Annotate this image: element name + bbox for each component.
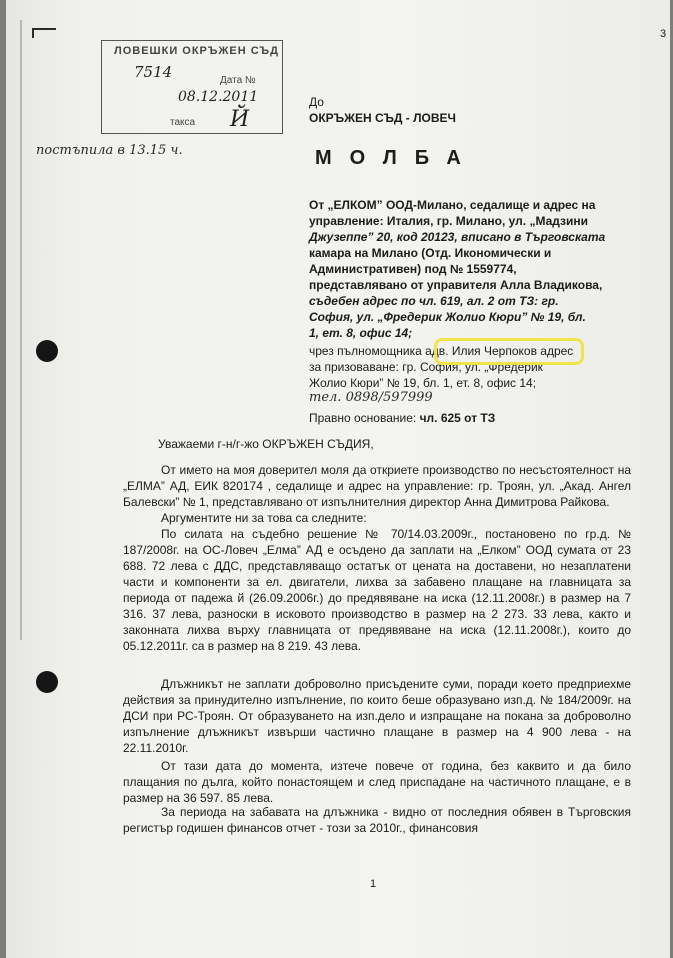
applicant-line: за призоваване: гр. София, ул. „Фредерик [309, 360, 543, 374]
punch-hole [36, 340, 58, 362]
legal-basis-value: чл. 625 от ТЗ [419, 411, 496, 425]
stamp-signature: Й [230, 107, 250, 132]
body-paragraph: По силата на съдебно решение № 70/14.03.2009г., постановено по гр.д. № 187/2008г. на ОС-Ловеч „Елма” АД е осъдено да заплати на „Елком” ООД сумата от 23 688. 72 лева с ДДС, представляващо остатък от цената на доставени, но незаплатени части и компоненти за ел. двигатели, лихва за забавено плащане на главницата за периода от падежа й (26.09.2006г.) до предявяване на иска (12.11.2008г.) в размер на 7 316. 37 лева, разноски в исковото производство в размер на 2 273. 33 лева, както и законната лихва върху главницата от предявяване на иска (12.11.2008г.), които до 05.12.2011г. са в размер на 8 219. 43 лева. [123, 527, 631, 653]
body-paragraph: Длъжникът не заплати доброволно присъдените суми, поради което предприехме действия за принудително изпълнение, по които беше образувано изп.д. № 184/2009г. на ДСИ при РС-Троян. От образуването на изп.дело и изпращане на покана за доброволно изпълнение длъжникът извърши частично плащане в размер на 4 900 лева - на 22.11.2010г. [123, 677, 631, 755]
applicant-line: представлявано от управителя Алла Владикова, [309, 278, 603, 292]
handwritten-receipt-note: постъпила в 13.15 ч. [36, 143, 183, 158]
stamp-reg-number: 7514 [134, 63, 173, 81]
page-number-top: 3 [660, 28, 667, 40]
legal-basis-label: Правно основание: [309, 411, 417, 425]
handwritten-phone: тел. 0898/597999 [309, 390, 433, 405]
applicant-line: Жолио Кюри” № 19, бл. 1, ет. 8, офис 14; [309, 376, 537, 390]
punch-hole [36, 671, 58, 693]
body-paragraph: За периода на забавата на длъжника - видно от последния обявен в Търговския регистър годишен финансов отчет - този за 2010г., финансовия [123, 805, 631, 835]
highlighted-attorney-name [434, 338, 584, 365]
body-paragraph: От името на моя доверител моля да откриете производство по несъстоятелност на „ЕЛМА” АД, ЕИК 820174 , седалище и адрес на управление: гр. Троян, ул. „Акад. Ангел Балевски” № 1, представлявано от изпълнителния директор Анна Димитрова Райкова. [123, 463, 631, 509]
page-number-bottom: 1 [370, 878, 377, 890]
applicant-line: Джузеппе” 20, код 20123, вписано в Търговската [309, 230, 606, 244]
applicant-line: От „ЕЛКОМ” ООД-Милано, седалище и адрес на [309, 198, 596, 212]
stamp-date-label: Дата № [220, 75, 256, 86]
addressee-to: До [309, 95, 324, 109]
document-page [6, 0, 670, 958]
legal-basis [309, 410, 495, 426]
applicant-line: чрез пълномощника адв. Илия Черпоков адрес [309, 344, 574, 358]
salutation: Уважаеми г-н/г-жо ОКРЪЖЕН СЪДИЯ, [158, 437, 374, 451]
applicant-line: Административен) под № 1559774, [309, 262, 517, 276]
applicant-line: 1, ет. 8, офис 14; [309, 326, 413, 340]
stamp-fee-label: такса [170, 117, 196, 128]
document-title: МОЛБА [315, 147, 479, 169]
body-paragraph: Аргументите ни за това са следните: [161, 511, 367, 525]
scan-edge-line [20, 20, 22, 640]
applicant-line: управление: Италия, гр. Милано, ул. „Мадзини [309, 214, 589, 228]
court-registration-stamp [101, 40, 283, 134]
stamp-date: 08.12.2011 [178, 89, 259, 105]
body-paragraph: От тази дата до момента, изтече повече от година, без каквито и да било плащания по дълга, който понастоящем и след приспадане на частичното плащане, е в размер на 36 597. 85 лева. [123, 759, 631, 805]
staple-mark [32, 28, 56, 38]
applicant-line: камара на Милано (Отд. Икономически и [309, 246, 552, 260]
applicant-line: съдебен адрес по чл. 619, ал. 2 от ТЗ: гр. [309, 294, 559, 308]
applicant-line: София, ул. „Фредерик Жолио Кюри” № 19, бл. [309, 310, 586, 324]
addressee-court: ОКРЪЖЕН СЪД - ЛОВЕЧ [309, 111, 456, 125]
stamp-court-name: ЛОВЕШКИ ОКРЪЖЕН СЪД [114, 45, 279, 57]
